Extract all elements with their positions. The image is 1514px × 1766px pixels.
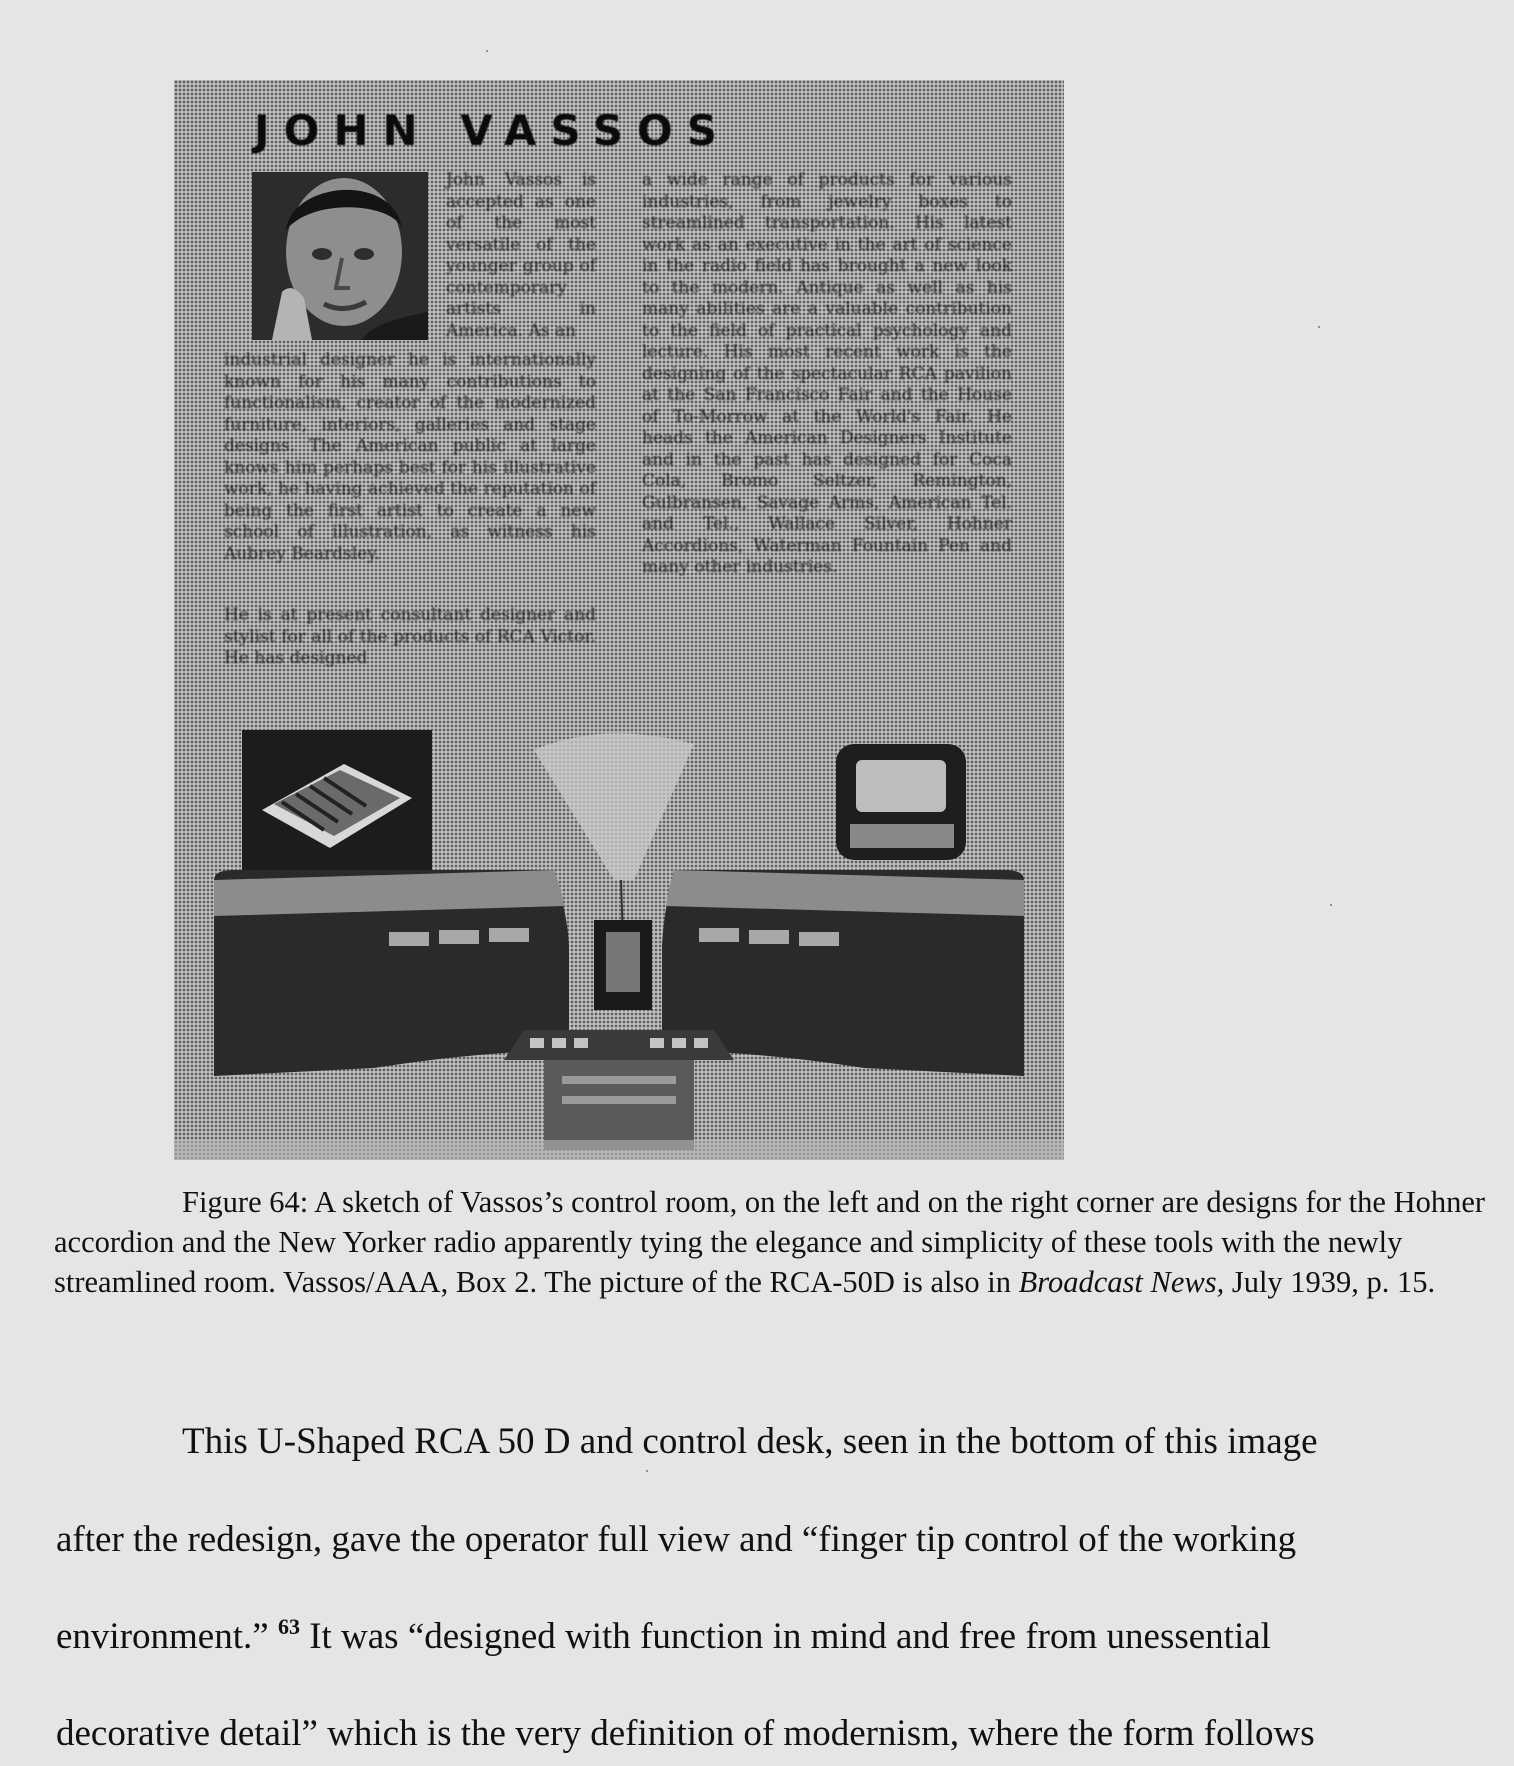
radio-design-inset <box>836 744 966 860</box>
scan-headline: JOHN VASSOS <box>254 106 731 155</box>
control-room-drawing <box>174 720 1064 1160</box>
figure-caption <box>54 1182 1494 1302</box>
control-room-sketch <box>174 720 1064 1160</box>
body-text-segment: environment.” <box>56 1616 269 1657</box>
portrait-illustration <box>252 172 428 340</box>
scan-speck <box>646 1470 648 1472</box>
portrait-photo <box>252 172 428 340</box>
scan-column-left-top: John Vassos is accepted as one of the most versatile of the younger group of contemporary artists in America. As an <box>446 170 596 341</box>
footnote-reference[interactable]: 63 <box>277 1614 300 1639</box>
accordion-design-inset <box>242 730 432 870</box>
body-text-line: decorative detail” which is the very definition of modernism, where the form follows <box>56 1713 1315 1754</box>
body-text-segment: It was “designed with function in mind and free from unessential <box>299 1616 1271 1657</box>
caption-text: Figure 64: A sketch of Vassos’s control room, on the left and on the right corner are designs for the Hohner accordion and the New Yorker radio apparently tying the elegance and simplicity of these tools with the newly streamlined room. Vassos/AAA, Box 2. The picture of the RCA-50D is also in <box>54 1185 1486 1299</box>
scan-speck <box>486 50 488 52</box>
body-text-line: This U-Shaped RCA 50 D and control desk, seen in the bottom of this image <box>182 1421 1318 1462</box>
figure-scan-image <box>174 80 1064 1160</box>
scan-column-right: a wide range of products for various industries, from jewelry boxes to streamlined transportation. His latest work as an executive in the art of science in the radio field has brought a new look to the modern. Antique as well as his many abilities are a valuable contribution to the field of practical psychology and lecture. His most recent work is the designing of the spectacular RCA pavilion at the San Francisco Fair and the House of To-Morrow at the World's Fair. He heads the American Designers Institute and in the past has designed for Coca Cola, Bromo Seltzer, Remington, Gulbransen, Savage Arms, American Tel. and Tel., Wallace Silver, Hohner Accordions, Waterman Fountain Pen and many other industries. <box>642 170 1012 577</box>
caption-citation: July 1939, p. 15. <box>1224 1265 1436 1299</box>
body-text-line: after the redesign, gave the operator full view and “finger tip control of the working <box>56 1519 1297 1560</box>
caption-publication-title: Broadcast News, <box>1018 1265 1225 1299</box>
body-text-line <box>56 1615 1271 1659</box>
scan-column-left-middle: industrial designer he is internationally known for his many contributions to functionalism, creator of the modernized furniture, interiors, galleries and stage designs. The American public at large knows him perhaps best for his illustrative work, he having achieved the reputation of being the first artist to create a new school of illustration, as witness his Aubrey Beardsley. <box>224 350 596 564</box>
scan-speck <box>1318 326 1320 328</box>
scan-speck <box>1330 904 1332 906</box>
scan-column-left-bottom: He is at present consultant designer and stylist for all of the products of RCA Victor. He has designed <box>224 605 596 668</box>
